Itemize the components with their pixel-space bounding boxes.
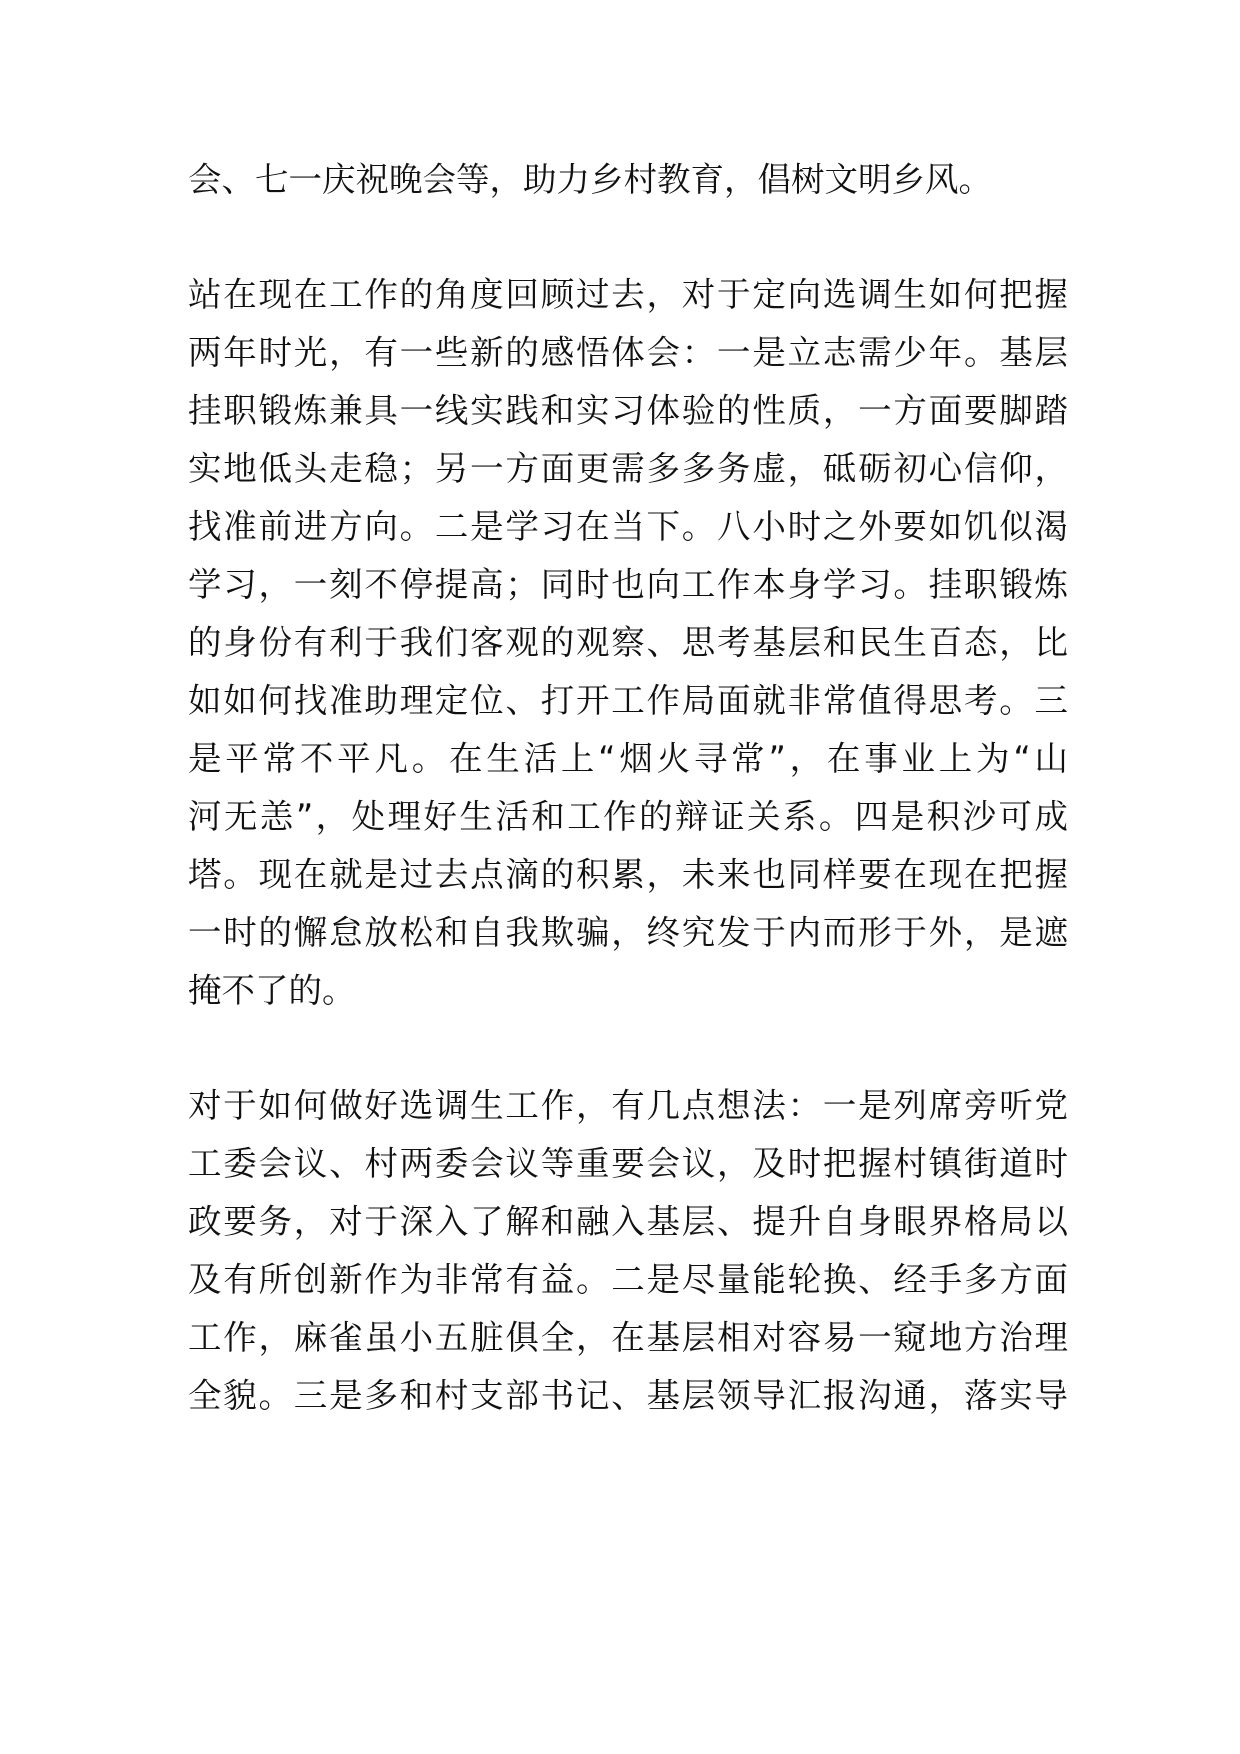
text-line: 两年时光，有一些新的感悟体会：一是立志需少年。基层 bbox=[188, 333, 1068, 372]
text-line: 找准前进方向。二是学习在当下。八小时之外要如饥似渴 bbox=[188, 507, 1068, 546]
text-line: 塔。现在就是过去点滴的积累，未来也同样要在现在把握 bbox=[188, 855, 1068, 894]
text-line: 如如何找准助理定位、打开工作局面就非常值得思考。三 bbox=[188, 681, 1068, 720]
text-line: 站在现在工作的角度回顾过去，对于定向选调生如何把握 bbox=[188, 275, 1068, 314]
text-line: 的身份有利于我们客观的观察、思考基层和民生百态，比 bbox=[188, 623, 1068, 662]
text-line: 工委会议、村两委会议等重要会议，及时把握村镇街道时 bbox=[188, 1144, 1068, 1183]
text-line: 及有所创新作为非常有益。二是尽量能轮换、经手多方面 bbox=[188, 1260, 1068, 1299]
text-line: 对于如何做好选调生工作，有几点想法：一是列席旁听党 bbox=[188, 1086, 1068, 1125]
text-line: 学习，一刻不停提高；同时也向工作本身学习。挂职锻炼 bbox=[188, 565, 1068, 604]
text-line: 河无恙”，处理好生活和工作的辩证关系。四是积沙可成 bbox=[188, 797, 1068, 836]
text-line: 工作，麻雀虽小五脏俱全，在基层相对容易一窥地方治理 bbox=[188, 1318, 1068, 1357]
text-line: 政要务，对于深入了解和融入基层、提升自身眼界格局以 bbox=[188, 1202, 1068, 1241]
text-line: 是平常不平凡。在生活上“烟火寻常”，在事业上为“山 bbox=[188, 739, 1068, 778]
text-line: 一时的懈怠放松和自我欺骗，终究发于内而形于外，是遮 bbox=[188, 913, 1068, 952]
text-line: 实地低头走稳；另一方面更需多多务虚，砥砺初心信仰， bbox=[188, 449, 1068, 488]
text-line: 全貌。三是多和村支部书记、基层领导汇报沟通，落实导 bbox=[188, 1376, 1068, 1415]
text-line: 会、七一庆祝晚会等，助力乡村教育，倡树文明乡风。 bbox=[188, 160, 992, 199]
text-line: 挂职锻炼兼具一线实践和实习体验的性质，一方面要脚踏 bbox=[188, 391, 1068, 430]
text-line: 掩不了的。 bbox=[188, 971, 356, 1010]
